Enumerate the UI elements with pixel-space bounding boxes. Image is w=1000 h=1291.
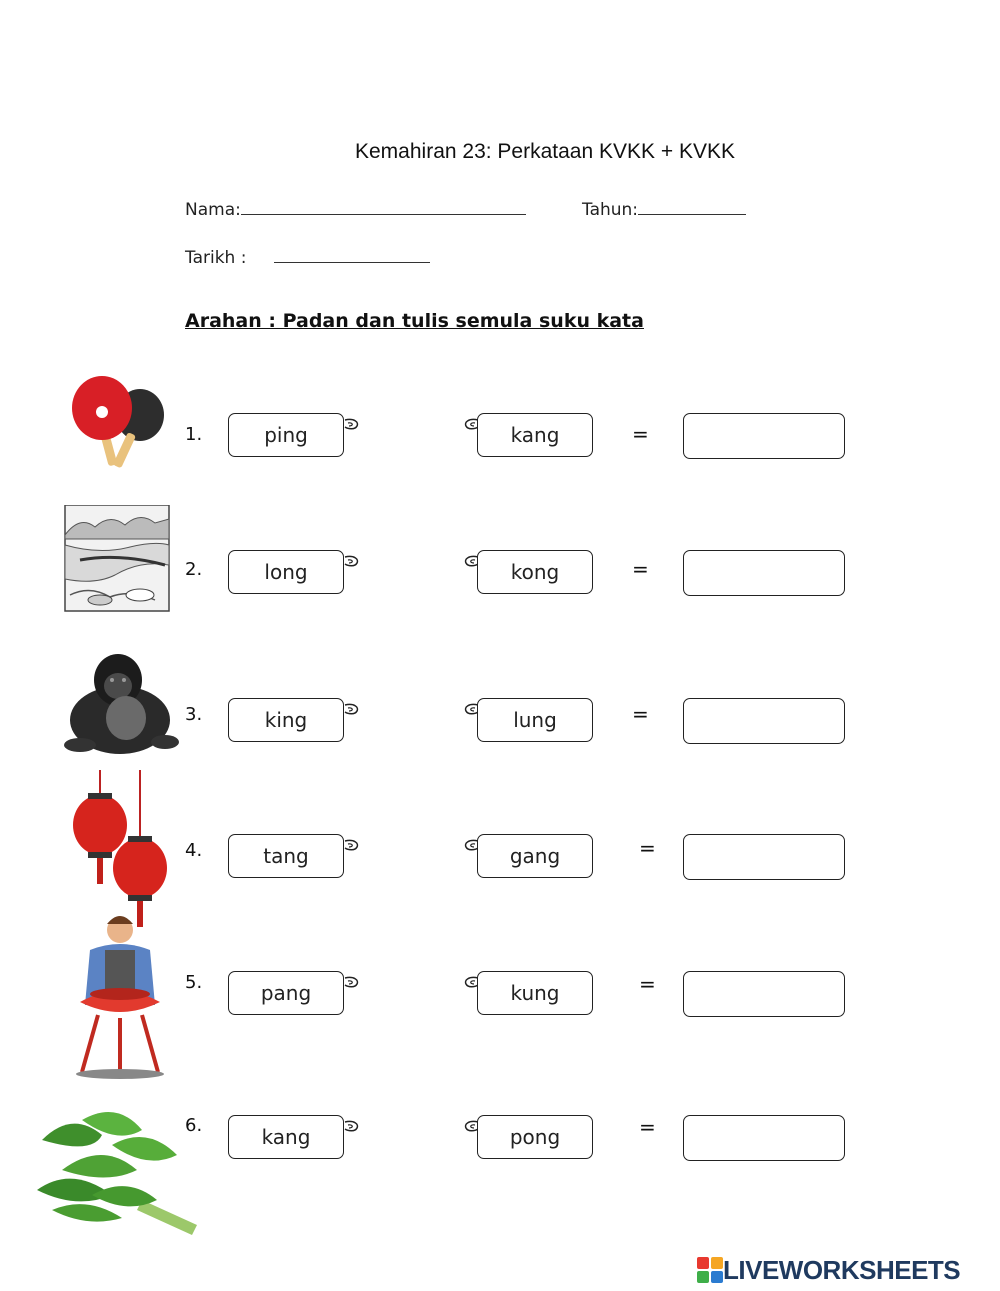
answer-box-1[interactable] (683, 413, 845, 459)
syllable-left-1[interactable]: ping (228, 413, 344, 457)
connector-knob-right-icon (344, 1120, 360, 1134)
answer-box-4[interactable] (683, 834, 845, 880)
liveworksheets-logo (697, 1255, 960, 1285)
item-number: 3. (185, 704, 203, 725)
equals-sign: = (639, 972, 656, 996)
river-bank-icon (60, 505, 185, 615)
syllable-left-4[interactable]: tang (228, 834, 344, 878)
syllable-right-2[interactable]: kong (477, 550, 593, 594)
answer-box-6[interactable] (683, 1115, 845, 1161)
equals-sign: = (632, 557, 649, 581)
syllable-right-6[interactable]: pong (477, 1115, 593, 1159)
tahun-field (582, 200, 746, 220)
exercise-row-4 (0, 770, 1000, 880)
item-number: 4. (185, 840, 203, 861)
connector-knob-right-icon (344, 976, 360, 990)
connector-knob-right-icon (344, 555, 360, 569)
liveworksheets-brand-name: LIVEWORKSHEETS (723, 1254, 961, 1285)
item-number: 5. (185, 972, 203, 993)
syllable-right-1[interactable]: kang (477, 413, 593, 457)
exercise-row-6 (0, 1100, 1000, 1210)
item-number: 2. (185, 559, 203, 580)
red-lanterns-icon (60, 770, 185, 930)
syllable-left-5[interactable]: pang (228, 971, 344, 1015)
equals-sign: = (639, 836, 656, 860)
connector-knob-right-icon (344, 839, 360, 853)
item-number: 6. (185, 1115, 203, 1136)
equals-sign: = (632, 702, 649, 726)
exercise-row-3 (0, 650, 1000, 760)
page-title: Kemahiran 23: Perkataan KVKK + KVKK (355, 140, 735, 163)
exercise-row-2 (0, 505, 1000, 615)
ping-pong-paddles-icon (60, 370, 185, 480)
connector-knob-right-icon (344, 418, 360, 432)
answer-box-2[interactable] (683, 550, 845, 596)
tarikh-label: Tarikh : (185, 248, 247, 268)
kangkung-vegetable-icon (32, 1100, 202, 1240)
tarikh-line[interactable] (274, 248, 430, 263)
connector-knob-right-icon (344, 703, 360, 717)
answer-box-3[interactable] (683, 698, 845, 744)
syllable-left-6[interactable]: kang (228, 1115, 344, 1159)
man-grilling-icon (60, 910, 185, 1082)
equals-sign: = (632, 422, 649, 446)
item-number: 1. (185, 424, 203, 445)
exercise-row-1 (0, 370, 1000, 480)
tahun-line[interactable] (638, 200, 746, 215)
tahun-label: Tahun: (582, 200, 639, 220)
nama-field (185, 200, 526, 220)
equals-sign: = (639, 1115, 656, 1139)
syllable-right-3[interactable]: lung (477, 698, 593, 742)
syllable-right-5[interactable]: kung (477, 971, 593, 1015)
gorilla-icon (60, 650, 185, 760)
syllable-right-4[interactable]: gang (477, 834, 593, 878)
liveworksheets-logo-icon (697, 1257, 723, 1283)
syllable-left-2[interactable]: long (228, 550, 344, 594)
syllable-left-3[interactable]: king (228, 698, 344, 742)
instruction: Arahan : Padan dan tulis semula suku kata (185, 310, 644, 332)
nama-label: Nama: (185, 200, 241, 220)
answer-box-5[interactable] (683, 971, 845, 1017)
nama-line[interactable] (241, 200, 526, 215)
exercise-row-5 (0, 910, 1000, 1020)
tarikh-field (185, 248, 430, 268)
